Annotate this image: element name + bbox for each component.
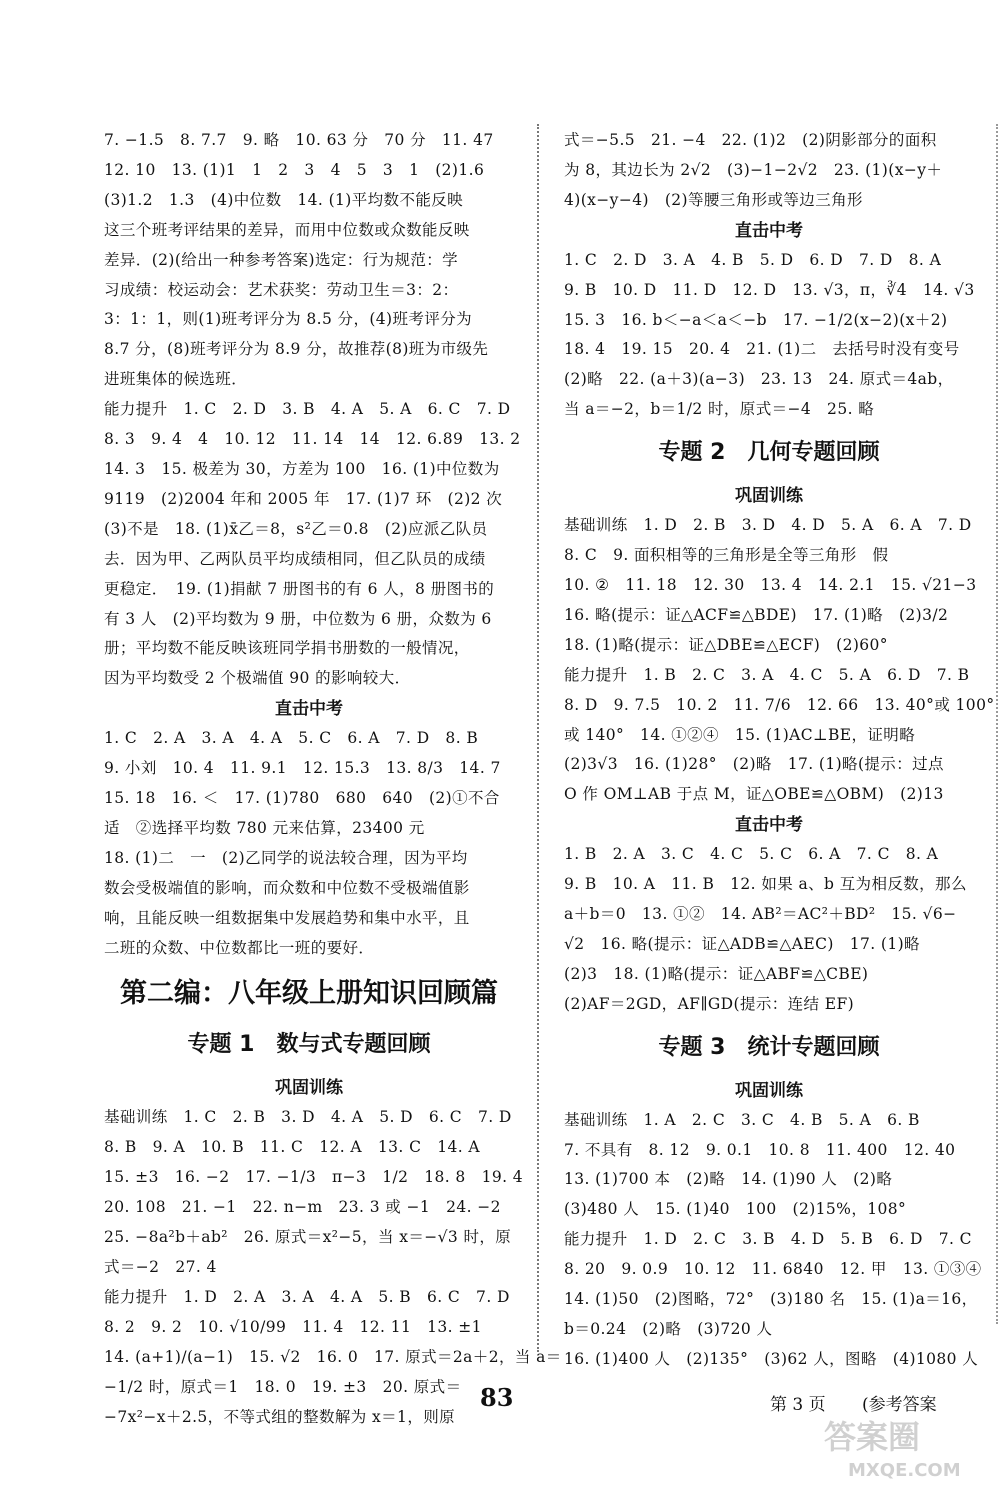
answer-line: 12. 10 13. (1)1 1 2 3 4 5 3 1 (2)1.6 <box>104 160 485 179</box>
answer-line: 18. (1)略(提示：证△DBE≌△ECF) (2)60° <box>564 635 888 654</box>
watermark-logo <box>820 1412 996 1482</box>
answer-line: 数会受极端值的影响，而众数和中位数不受极端值影 <box>104 878 470 897</box>
answer-line: 响，且能反映一组数据集中发展趋势和集中水平，且 <box>104 908 470 927</box>
answer-line: 册；平均数不能反映该班同学捐书册数的一般情况， <box>104 639 470 658</box>
answer-line: 为 8，其边长为 2√2 (3)−1−2√2 23. (1)(x−y＋ <box>564 160 943 179</box>
answer-line: 更稳定． 19. (1)捐献 7 册图书的有 6 人，8 册图书的 <box>104 579 495 598</box>
answer-line: 8. D 9. 7.5 10. 2 11. 7/6 12. 66 13. 40°或 100° <box>564 695 995 714</box>
answer-line: 能力提升 1. D 2. C 3. B 4. D 5. B 6. D 7. C <box>564 1230 972 1249</box>
answer-line: 8. B 9. A 10. B 11. C 12. A 13. C 14. A <box>104 1138 480 1157</box>
answer-line: 能力提升 1. C 2. D 3. B 4. A 5. A 6. C 7. D <box>104 400 511 419</box>
answer-line: 基础训练 1. A 2. C 3. C 4. B 5. A 6. B <box>564 1110 920 1129</box>
answer-line: 适 ②选择平均数 780 元来估算，23400 元 <box>104 818 425 837</box>
section-heading: 直击中考 <box>275 699 343 720</box>
answer-line: 15. ±3 16. −2 17. −1/3 π−3 1/2 18. 8 19. 4 <box>104 1168 524 1187</box>
answer-line: 基础训练 1. D 2. B 3. D 4. D 5. A 6. A 7. D <box>564 516 972 535</box>
answer-line: 式＝−2 27. 4 <box>104 1258 217 1276</box>
answer-line: O 作 OM⊥AB 于点 M，证△OBE≌△OBM) (2)13 <box>564 785 944 804</box>
answer-line: 8. 3 9. 4 4 10. 12 11. 14 14 12. 6.89 13. 2 <box>104 430 521 449</box>
answer-line: 20. 108 21. −1 22. n−m 23. 3 或 −1 24. −2 <box>104 1198 501 1217</box>
section-heading: 巩固训练 <box>735 486 803 507</box>
answer-line: 18. 4 19. 15 20. 4 21. (1)二 去括号时没有变号 <box>564 340 960 359</box>
section-heading: 专题 1 数与式专题回顾 <box>187 1032 431 1058</box>
section-heading: 直击中考 <box>735 220 803 241</box>
answer-line: (2)AF＝2GD，AF∥GD(提示：连结 EF) <box>564 994 855 1013</box>
watermark-title: 答案圈 <box>824 1418 921 1456</box>
answer-line: −7x²−x＋2.5，不等式组的整数解为 x＝1，则原 <box>104 1407 456 1426</box>
answer-line: (3)480 人 15. (1)40 100 (2)15%，108° <box>564 1200 907 1219</box>
answer-line: b＝0.24 (2)略 (3)720 人 <box>564 1320 773 1338</box>
answer-label: (参考答案 <box>862 1395 937 1415</box>
column-divider <box>537 124 539 1352</box>
answer-line: 差异．(2)(给出一种参考答案)选定：行为规范：学 <box>104 250 459 269</box>
right-answer-column <box>564 126 995 1375</box>
answer-line: 4)(x−y−4) (2)等腰三角形或等边三角形 <box>564 190 863 209</box>
section-heading: 专题 3 统计专题回顾 <box>658 1034 880 1060</box>
section-heading: 专题 2 几何专题回顾 <box>658 440 880 466</box>
answer-line: 7. 不具有 8. 12 9. 0.1 10. 8 11. 400 12. 40 <box>564 1140 956 1159</box>
section-heading: 直击中考 <box>735 815 803 836</box>
answer-line: (2)3 18. (1)略(提示：证△ABF≌△CBE) <box>564 964 869 983</box>
answer-line: 8.7 分，(8)班考评分为 8.9 分，故推荐(8)班为市级先 <box>104 340 489 359</box>
answer-line: 3：1：1，则(1)班考评分为 8.5 分，(4)班考评分为 <box>104 310 473 329</box>
answer-line: 15. 18 16. ＜ 17. (1)780 680 640 (2)①不合 <box>104 789 500 808</box>
answer-line: 1. C 2. A 3. A 4. A 5. C 6. A 7. D 8. B <box>104 729 479 748</box>
answer-line: 8. 2 9. 2 10. √10/99 11. 4 12. 11 13. ±1 <box>104 1317 482 1336</box>
answer-line: 18. (1)二 一 (2)乙同学的说法较合理，因为平均 <box>104 848 468 867</box>
answer-line: 当 a＝−2，b＝1/2 时，原式＝−4 25. 略 <box>564 400 875 419</box>
answer-line: 10. ② 11. 18 12. 30 13. 4 14. 2.1 15. √21−3 <box>564 575 977 594</box>
answer-line: 13. (1)700 本 (2)略 14. (1)90 人 (2)略 <box>564 1170 893 1189</box>
answer-line: 能力提升 1. D 2. A 3. A 4. A 5. B 6. C 7. D <box>104 1287 510 1306</box>
answer-line: 16. (1)400 人 (2)135° (3)62 人，图略 (4)1080 人 <box>564 1349 979 1368</box>
answer-line: (2)3√3 16. (1)28° (2)略 17. (1)略(提示：过点 <box>564 755 944 774</box>
answer-line: 1. B 2. A 3. C 4. C 5. C 6. A 7. C 8. A <box>564 845 939 864</box>
left-answer-column <box>104 126 562 1432</box>
page-label: 第 3 页 <box>770 1395 826 1415</box>
answer-line: 14. 3 15. 极差为 30，方差为 100 16. (1)中位数为 <box>104 459 500 478</box>
section-heading: 巩固训练 <box>275 1078 343 1099</box>
answer-line: −1/2 时，原式＝1 18. 0 19. ±3 20. 原式＝ <box>104 1377 462 1396</box>
answer-line: 习成绩：校运动会：艺术获奖：劳动卫生＝3：2： <box>104 280 459 299</box>
answer-line: 15. 3 16. b＜−a＜a＜−b 17. −1/2(x−2)(x＋2) <box>564 310 948 329</box>
answer-line: 9. B 10. D 11. D 12. D 13. √3，π，∛4 14. √3 <box>564 280 975 299</box>
answer-line: 能力提升 1. B 2. C 3. A 4. C 5. A 6. D 7. B <box>564 665 970 684</box>
answer-line: 9. B 10. A 11. B 12. 如果 a、b 互为相反数，那么 <box>564 875 967 894</box>
answer-line: 8. 20 9. 0.9 10. 12 11. 6840 12. 甲 13. ①③④ <box>564 1260 982 1279</box>
section-heading: 第二编：八年级上册知识回顾篇 <box>120 978 498 1010</box>
answer-line: 进班集体的候选班． <box>104 370 248 389</box>
answer-line: 因为平均数受 2 个极端值 90 的影响较大． <box>104 669 411 688</box>
answer-line: a＋b＝0 13. ①② 14. AB²＝AC²＋BD² 15. √6− <box>564 905 957 924</box>
answer-line: 7. −1.5 8. 7.7 9. 略 10. 63 分 70 分 11. 47 <box>104 131 494 149</box>
answer-line: 基础训练 1. C 2. B 3. D 4. A 5. D 6. C 7. D <box>104 1108 512 1127</box>
answer-line: 或 140° 14. ①②④ 15. (1)AC⊥BE，证明略 <box>564 725 916 744</box>
answer-line: 25. −8a²b＋ab² 26. 原式＝x²−5，当 x＝−√3 时，原 <box>104 1228 512 1247</box>
answer-line: 去．因为甲、乙两队员平均成绩相同，但乙队员的成绩 <box>104 549 486 568</box>
answer-line: 8. C 9. 面积相等的三角形是全等三角形 假 <box>564 546 889 565</box>
answer-line: 14. (a+1)/(a−1) 15. √2 16. 0 17. 原式＝2a＋2，当 a＝ <box>104 1347 562 1366</box>
answer-line: 有 3 人 (2)平均数为 9 册，中位数为 6 册，众数为 6 <box>104 609 492 628</box>
answer-line: 9119 (2)2004 年和 2005 年 17. (1)7 环 (2)2 次 <box>104 489 503 508</box>
page-number: 83 <box>480 1383 514 1412</box>
answer-line: 式＝−5.5 21. −4 22. (1)2 (2)阴影部分的面积 <box>564 131 937 149</box>
answer-line: √2 16. 略(提示：证△ADB≌△AEC) 17. (1)略 <box>564 934 920 953</box>
page-edge-dotted-line <box>996 124 998 1324</box>
answer-line: 14. (1)50 (2)图略，72° (3)180 名 15. (1)a＝16， <box>564 1290 978 1309</box>
answer-line: 1. C 2. D 3. A 4. B 5. D 6. D 7. D 8. A <box>564 250 942 269</box>
answer-line: (3)1.2 1.3 (4)中位数 14. (1)平均数不能反映 <box>104 190 464 209</box>
answer-line: (2)略 22. (a＋3)(a−3) 23. 13 24. 原式＝4ab， <box>564 370 954 389</box>
section-heading: 巩固训练 <box>735 1080 803 1101</box>
answer-line: 9. 小刘 10. 4 11. 9.1 12. 15.3 13. 8/3 14. 7 <box>104 759 501 778</box>
watermark-url: MXQE.COM <box>848 1460 961 1481</box>
answer-line: (3)不是 18. (1)x̄乙＝8，s²乙＝0.8 (2)应派乙队员 <box>104 519 488 538</box>
answer-line: 二班的众数、中位数都比一班的要好． <box>104 938 375 957</box>
answer-line: 16. 略(提示：证△ACF≌△BDE) 17. (1)略 (2)3/2 <box>564 605 949 624</box>
answer-line: 这三个班考评结果的差异，而用中位数或众数能反映 <box>104 220 470 239</box>
